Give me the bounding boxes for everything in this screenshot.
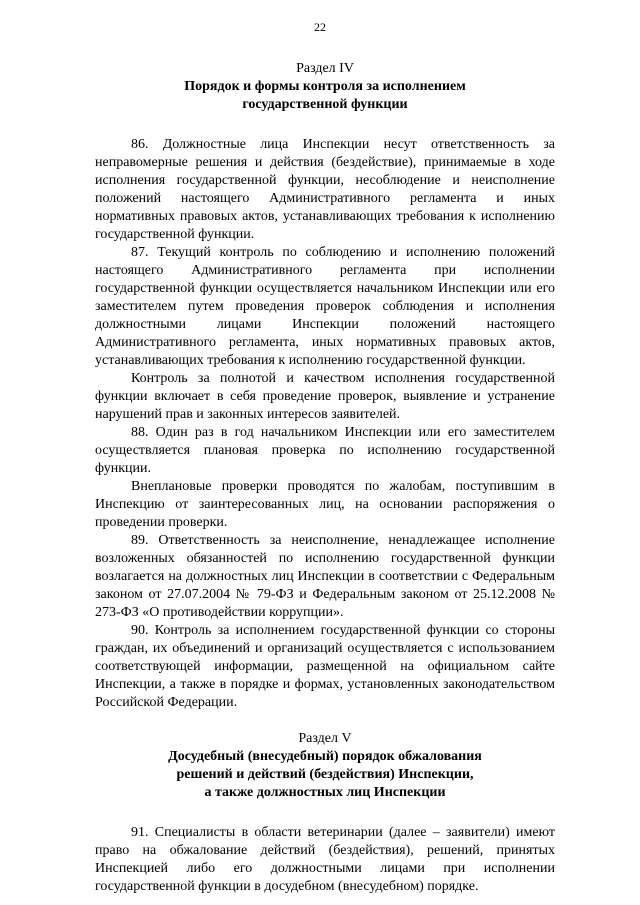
section-v — [95, 730, 555, 896]
paragraph-91: 91. Специалисты в области ветеринарии (далее – заявители) имеют право на обжалование действий (бездействия), решений, принятых Инспекцией либо его должностными лицами при исполнении государственной функции в досудебном (внесудебном) порядке. — [95, 825, 555, 894]
paragraph-90: 90. Контроль за исполнением государственной функции со стороны граждан, их объединений и организаций осуществляется с использованием соответствующей информации, размещенной на официальном сайте Инспекции, а также в порядке и формах, установленных законодательством Российской Федерации. — [95, 623, 555, 710]
paragraph-88: 88. Один раз в год начальником Инспекции или его заместителем осуществляется плановая проверка по исполнению государственной функции. — [95, 425, 555, 476]
section-title-line: а также должностных лиц Инспекции — [204, 785, 446, 800]
section-title — [95, 748, 555, 802]
paragraph-88-unscheduled: Внеплановые проверки проводятся по жалобам, поступившим в Инспекцию от заинтересованных лиц, на основании распоряжения о проведении проверки. — [95, 479, 555, 530]
page-number: 22 — [314, 20, 326, 34]
section-label: Раздел IV — [296, 61, 354, 76]
section-title-line: Досудебный (внесудебный) порядок обжалования — [168, 749, 482, 764]
paragraph-86: 86. Должностные лица Инспекции несут ответственность за неправомерные решения и действия (бездействие), принимаемые в ходе исполнения государственной функции, несоблюдение и неисполнение положений настоящего Административного регламента и иных нормативных правовых актов, устанавливающих требования к исполнению государственной функции. — [95, 137, 555, 242]
document-body — [95, 60, 555, 896]
paragraph-87: 87. Текущий контроль по соблюдению и исполнению положений настоящего Административного регламента при исполнении государственной функции осуществляется начальником Инспекции или его заместителем путем проведения проверок соблюдения и исполнения должностными лицами Инспекции положений настоящего Административного регламента, иных нормативных правовых актов, устанавливающих требования к исполнению государственной функции. — [95, 245, 555, 368]
section-title-line: Порядок и формы контроля за исполнением — [184, 79, 466, 94]
section-label: Раздел V — [298, 731, 352, 746]
paragraph-89: 89. Ответственность за неисполнение, ненадлежащее исполнение возложенных обязанностей по исполнению государственной функции возлагается на должностных лиц Инспекции в соответствии с Федеральным законом от 27.07.2004 № 79-ФЗ и Федеральным законом от 25.12.2008 № 273-ФЗ «О противодействии коррупции». — [95, 533, 555, 620]
section-title-line: государственной функции — [242, 97, 408, 112]
section-title-line: решений и действий (бездействия) Инспекции, — [176, 767, 474, 782]
section-iv — [95, 60, 555, 712]
paragraph-87-control: Контроль за полнотой и качеством исполнения государственной функции включает в себя проведение проверок, выявление и устранение нарушений прав и законных интересов заявителей. — [95, 371, 555, 422]
section-title — [95, 78, 555, 114]
